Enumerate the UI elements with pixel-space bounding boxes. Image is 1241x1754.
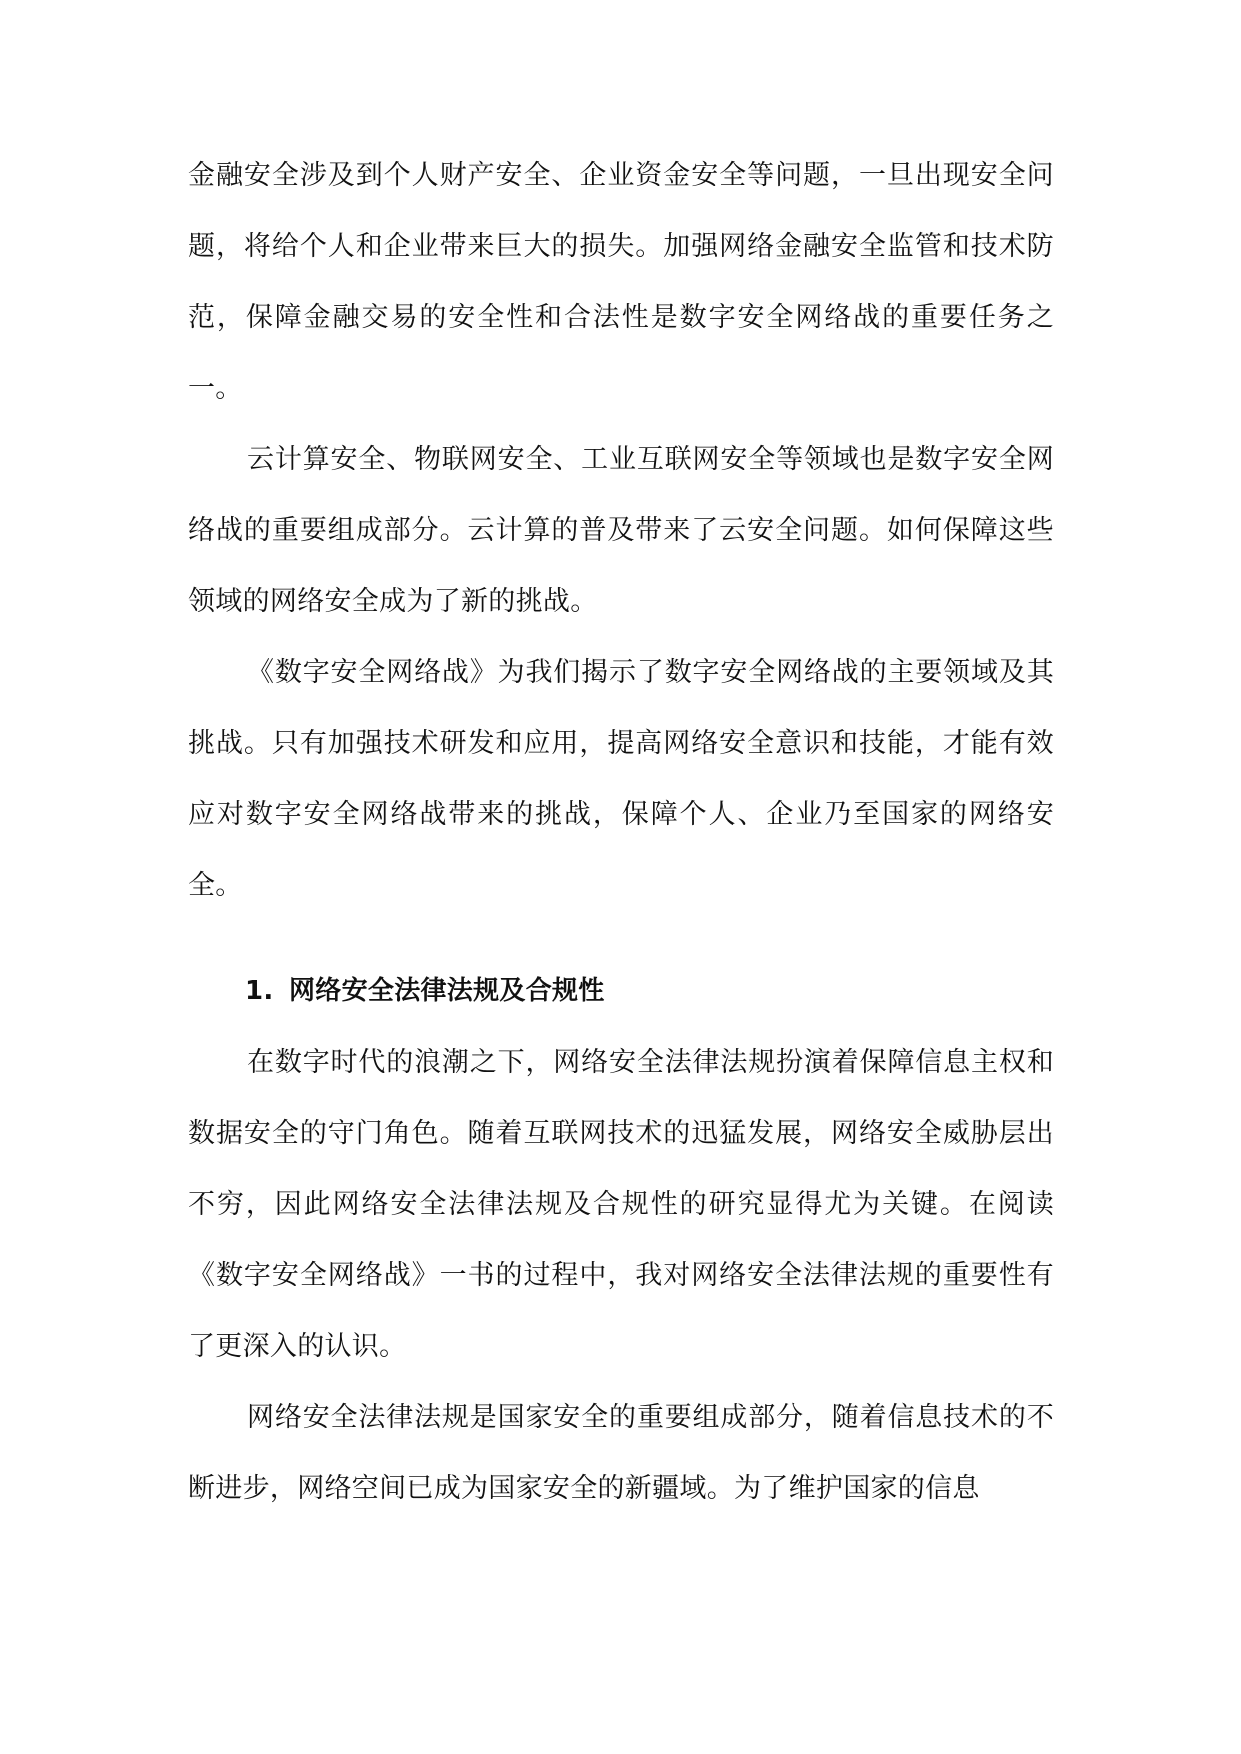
section-heading <box>188 955 1054 1027</box>
paragraph-national-security: 网络安全法律法规是国家安全的重要组成部分，随着信息技术的不断进步，网络空间已成为国家安全的新疆域。为了维护国家的信息 <box>188 1402 1054 1504</box>
paragraph-book-summary: 《数字安全网络战》为我们揭示了数字安全网络战的主要领域及其挑战。只有加强技术研发和应用，提高网络安全意识和技能，才能有效应对数字安全网络战带来的挑战，保障个人、企业乃至国家的网络安全。 <box>188 657 1054 901</box>
paragraph-law-intro: 在数字时代的浪潮之下，网络安全法律法规扮演着保障信息主权和数据安全的守门角色。随着互联网技术的迅猛发展，网络安全威胁层出不穷，因此网络安全法律法规及合规性的研究显得尤为关键。在阅读《数字安全网络战》一书的过程中，我对网络安全法律法规的重要性有了更深入的认识。 <box>188 1047 1054 1362</box>
section-number: 1. <box>245 976 274 1006</box>
paragraph-financial-security: 金融安全涉及到个人财产安全、企业资金安全等问题，一旦出现安全问题，将给个人和企业带来巨大的损失。加强网络金融安全监管和技术防范，保障金融交易的安全性和合法性是数字安全网络战的重要任务之一。 <box>188 160 1054 404</box>
section-title: 网络安全法律法规及合规性 <box>289 976 605 1006</box>
document-body <box>188 140 1054 1524</box>
paragraph-cloud-iot-security: 云计算安全、物联网安全、工业互联网安全等领域也是数字安全网络战的重要组成部分。云计算的普及带来了云安全问题。如何保障这些领域的网络安全成为了新的挑战。 <box>188 444 1054 617</box>
